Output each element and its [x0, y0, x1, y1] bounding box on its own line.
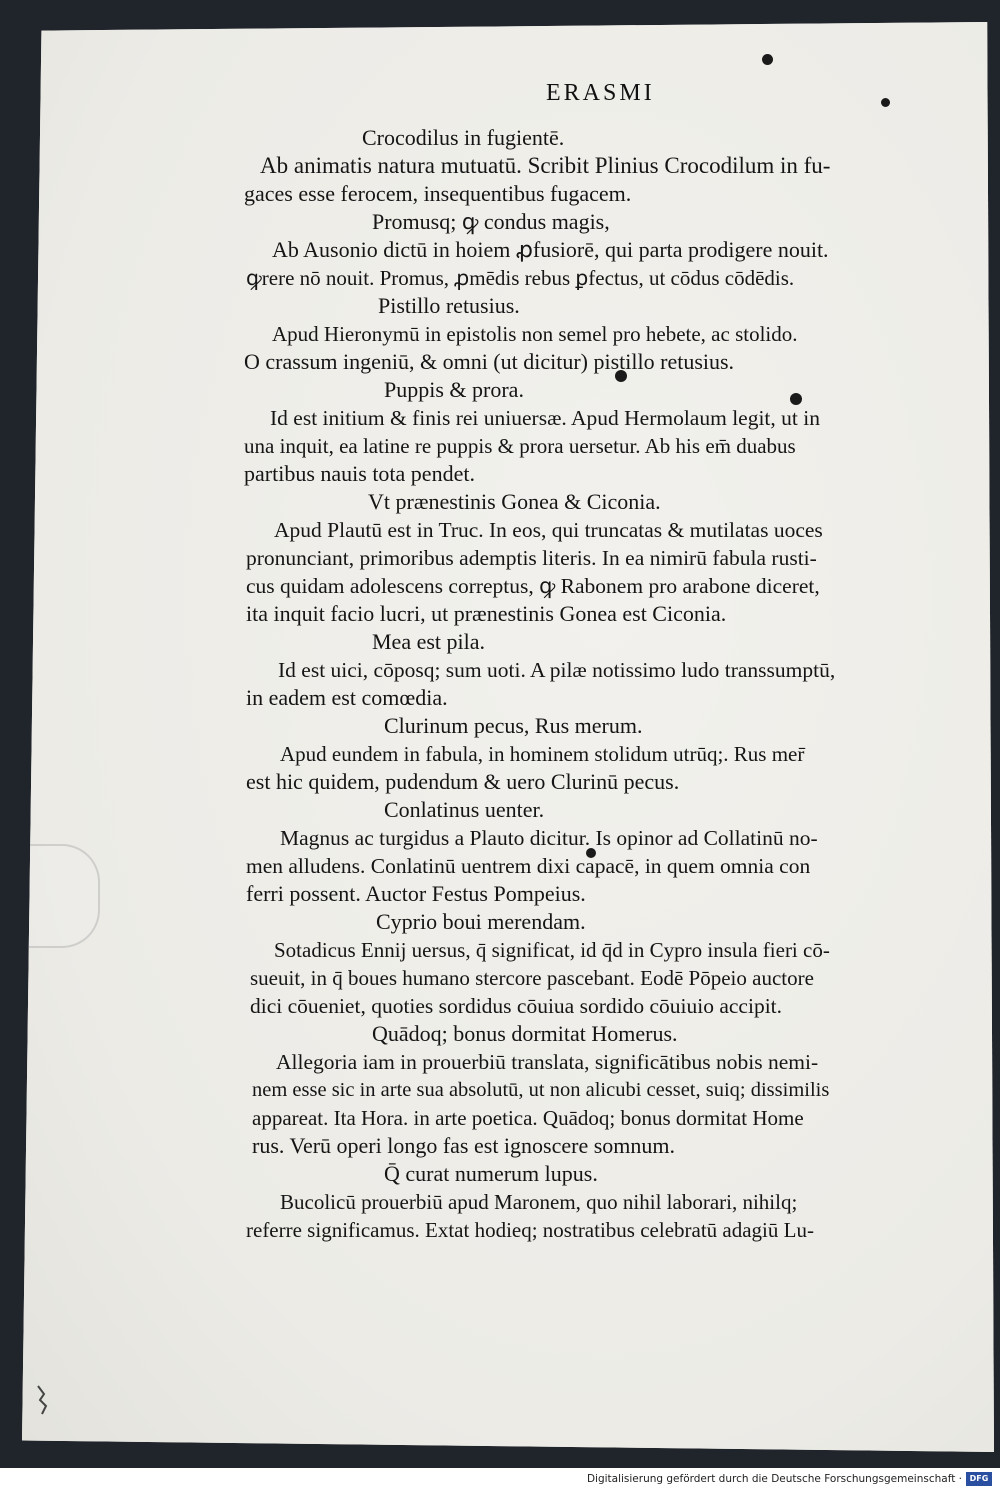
text-line: gaces esse ferocem, insequentibus fugacem.: [244, 181, 632, 206]
text-line: sueuit, in q̄ boues humano stercore pascebant. Eodē Pōpeio auctore: [250, 966, 814, 990]
text-line: Crocodilus in fugientē.: [362, 125, 565, 150]
text-line: Puppis & prora.: [384, 377, 524, 402]
text-line: Bucolicū prouerbiū apud Maronem, quo nihil laborari, nihilq;: [280, 1190, 798, 1214]
ink-dot: [762, 54, 773, 65]
text-line: men alludens. Conlatinū uentrem dixi capacē, in quem omnia con: [246, 854, 811, 878]
text-line: Q̄ curat numerum lupus.: [384, 1161, 598, 1186]
text-line: appareat. Ita Hora. in arte poetica. Quādoq; bonus dormitat Home: [252, 1106, 804, 1130]
text-line: Vt prænestinis Gonea & Ciconia.: [368, 489, 661, 514]
text-line: pronunciant, primoribus ademptis literis. In ea nimirū fabula rusti-: [246, 546, 817, 570]
text-line: Apud eundem in fabula, in hominem stolidum utrūq;. Rus mer̄: [280, 742, 805, 766]
text-line: Pistillo retusius.: [378, 293, 520, 318]
text-line: Ab animatis natura mutuatū. Scribit Plinius Crocodilum in fu-: [260, 153, 831, 178]
text-line: O crassum ingeniū, & omni (ut dicitur) pistillo retusius.: [244, 349, 735, 374]
text-line: ꝙrere nō nouit. Promus, ꝓmēdis rebus ꝑfectus, ut cōdus cōdēdis.: [246, 266, 795, 290]
text-line: Apud Hieronymū in epistolis non semel pro hebete, ac stolido.: [272, 322, 798, 346]
funding-notice: Digitalisierung gefördert durch die Deutsche Forschungsgemeinschaft ·: [586, 1473, 962, 1485]
text-line: Ab Ausonio dictū in hoiem ꝓfusiorē, qui parta prodigere nouit.: [272, 237, 829, 262]
text-line: Quādoq; bonus dormitat Homerus.: [372, 1021, 678, 1046]
dfg-logo-icon[interactable]: DFG: [966, 1472, 992, 1486]
text-line: Id est uici, cōposq; sum uoti. A pilæ notissimo ludo transsumptū,: [278, 658, 836, 682]
margin-smudge: [34, 1380, 58, 1420]
text-line: Promusq; ꝙ condus magis,: [372, 209, 610, 234]
footer-bar: [0, 1468, 1000, 1490]
page-clip-tab: [22, 844, 100, 948]
text-line: cus quidam adolescens correptus, ꝙ Rabonem pro arabone diceret,: [246, 574, 820, 598]
text-line: Id est initium & finis rei uniuersæ. Apud Hermolaum legit, ut in: [270, 406, 820, 430]
text-line: Cyprio boui merendam.: [376, 909, 586, 934]
text-line: rus. Verū operi longo fas est ignoscere somnum.: [252, 1133, 676, 1158]
ink-dot: [881, 98, 890, 107]
text-line: Clurinum pecus, Rus merum.: [384, 713, 643, 738]
text-line: una inquit, ea latine re puppis & prora uersetur. Ab his em̄ duabus: [244, 434, 796, 458]
text-line: nem esse sic in arte sua absolutū, ut non alicubi cesset, suiq; dissimilis: [252, 1079, 830, 1101]
text-line: Mea est pila.: [372, 629, 486, 654]
running-head: ERASMI: [546, 80, 655, 106]
text-line: Allegoria iam in prouerbiū translata, significātibus nobis nemi-: [276, 1050, 819, 1074]
text-line: partibus nauis tota pendet.: [244, 461, 475, 486]
text-line: Apud Plautū est in Truc. In eos, qui truncatas & mutilatas uoces: [274, 518, 823, 542]
text-line: Sotadicus Ennij uersus, q̄ significat, id q̄d in Cypro insula fieri cō-: [274, 938, 830, 962]
text-line: ferri possent. Auctor Festus Pompeius.: [246, 881, 586, 906]
text-line: dici cōueniet, quoties sordidus cōuiua sordido cōuiuio accipit.: [250, 994, 783, 1018]
text-line: in eadem est comœdia.: [246, 685, 448, 710]
text-line: Conlatinus uenter.: [384, 797, 545, 822]
text-line: est hic quidem, pudendum & uero Clurinū pecus.: [246, 769, 680, 794]
text-line: ita inquit facio lucri, ut prænestinis Gonea est Ciconia.: [246, 601, 727, 626]
text-line: referre significamus. Extat hodieq; nostratibus celebratū adagiū Lu-: [246, 1218, 814, 1242]
text-line: Magnus ac turgidus a Plauto dicitur. Is opinor ad Collatinū no-: [280, 826, 818, 850]
